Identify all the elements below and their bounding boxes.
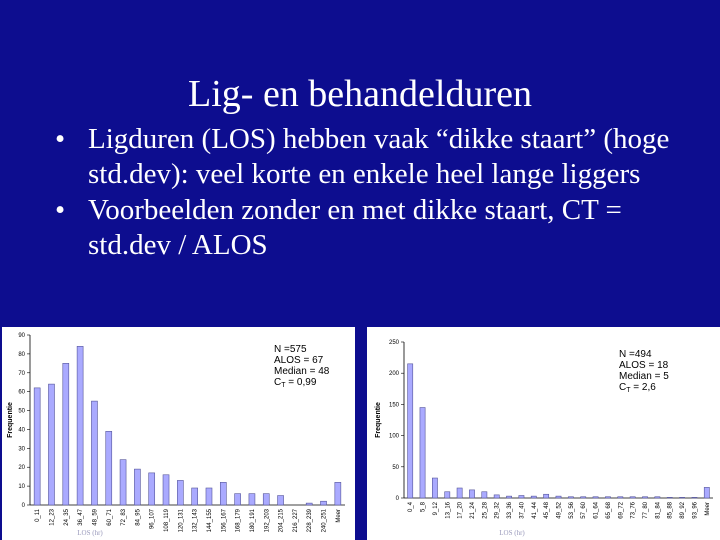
stat-median: Median = 5 bbox=[619, 371, 669, 382]
x-tick-label: 204_215 bbox=[278, 509, 285, 533]
x-tick-label: 168_179 bbox=[235, 509, 242, 533]
x-tick-label: 24_35 bbox=[63, 509, 70, 526]
x-tick-label: 84_95 bbox=[135, 509, 142, 526]
x-tick-label: 41_44 bbox=[531, 502, 538, 519]
x-tick-label: 60_71 bbox=[106, 509, 113, 526]
y-tick-label: 70 bbox=[18, 370, 25, 377]
y-tick-label: 10 bbox=[18, 484, 25, 491]
x-tick-label: 48_59 bbox=[92, 509, 99, 526]
x-tick-label: 192_203 bbox=[264, 509, 271, 533]
histogram-bar bbox=[192, 488, 198, 505]
histogram-bar bbox=[163, 475, 169, 505]
stat-median: Median = 48 bbox=[274, 366, 330, 377]
x-tick-label: 69_72 bbox=[618, 502, 625, 519]
histogram-bar bbox=[506, 496, 511, 498]
histogram-bar bbox=[482, 492, 487, 498]
stat-ct bbox=[274, 377, 329, 391]
y-tick-label: 100 bbox=[388, 433, 399, 440]
histogram-bar bbox=[531, 496, 536, 498]
x-tick-label: 144_155 bbox=[206, 509, 213, 533]
histogram-bar bbox=[445, 492, 450, 498]
histogram-bar bbox=[335, 482, 341, 505]
y-tick-label: 80 bbox=[18, 351, 25, 358]
x-tick-label: 57_60 bbox=[581, 502, 588, 519]
y-tick-label: 30 bbox=[18, 446, 25, 453]
x-tick-label: 132_143 bbox=[192, 509, 199, 533]
histogram-bar bbox=[278, 496, 284, 505]
histogram-bar bbox=[680, 497, 685, 498]
histogram-bar bbox=[34, 388, 40, 505]
histogram-bar bbox=[106, 431, 112, 505]
histogram-bar bbox=[704, 487, 709, 498]
histogram-bar bbox=[469, 490, 474, 498]
stat-ct-subscript: T bbox=[626, 387, 631, 394]
histogram-bar bbox=[206, 488, 212, 505]
stat-alos: ALOS = 67 bbox=[274, 355, 324, 366]
y-tick-label: 0 bbox=[21, 503, 25, 509]
y-tick-label: 90 bbox=[18, 333, 25, 339]
histogram-panel-left bbox=[2, 327, 355, 540]
histogram-bar bbox=[667, 497, 672, 498]
x-tick-label: 49_52 bbox=[556, 502, 563, 519]
stat-ct bbox=[619, 382, 669, 396]
histogram-bar bbox=[63, 363, 69, 505]
histogram-bar bbox=[321, 501, 327, 505]
histogram-bar bbox=[494, 495, 499, 498]
y-tick-label: 0 bbox=[395, 496, 399, 502]
x-axis-title: LOS (hr) bbox=[499, 529, 525, 537]
histogram-bar bbox=[581, 497, 586, 498]
stat-ct-symbol: C bbox=[619, 382, 627, 393]
x-tick-label: 108_119 bbox=[164, 509, 171, 532]
x-tick-label: 0_11 bbox=[35, 509, 42, 522]
histogram-bar bbox=[642, 497, 647, 498]
bullet-item bbox=[55, 193, 695, 263]
histogram-bar bbox=[177, 480, 183, 505]
histogram-bar bbox=[91, 401, 97, 505]
x-tick-label: 53_56 bbox=[568, 502, 575, 519]
x-tick-label: 120_131 bbox=[178, 509, 185, 533]
histogram-bar bbox=[605, 497, 610, 498]
stat-ct-symbol: C bbox=[274, 377, 282, 388]
bullet-marker: • bbox=[55, 123, 66, 155]
histogram-bar bbox=[655, 497, 660, 498]
x-tick-label: 85_88 bbox=[667, 502, 674, 519]
x-tick-label: 25_28 bbox=[482, 502, 489, 519]
x-axis-title: LOS (hr) bbox=[77, 529, 103, 537]
x-tick-label: 29_32 bbox=[494, 502, 501, 519]
y-tick-label: 50 bbox=[18, 408, 25, 415]
x-tick-label: 21_24 bbox=[469, 502, 476, 519]
x-tick-label: 13_16 bbox=[445, 502, 452, 519]
histogram-bar bbox=[77, 346, 83, 505]
x-tick-label: 240_251 bbox=[321, 509, 328, 533]
y-tick-label: 50 bbox=[392, 464, 399, 471]
histogram-bar bbox=[692, 497, 697, 498]
y-tick-label: 40 bbox=[18, 427, 25, 434]
histogram-bar bbox=[593, 497, 598, 498]
histogram-bar bbox=[457, 488, 462, 498]
x-tick-label: 65_68 bbox=[605, 502, 612, 519]
histogram-bar bbox=[220, 482, 226, 505]
x-tick-label: 89_92 bbox=[680, 502, 687, 519]
stat-n: N =575 bbox=[274, 344, 307, 355]
bullet-text: Ligduren (LOS) hebben vaak “dikke staart” (hoge std.dev): veel korte en enkele heel lange liggers bbox=[88, 123, 670, 190]
histogram-bar bbox=[519, 496, 524, 498]
x-tick-label: 77_80 bbox=[643, 502, 650, 519]
x-tick-label: 36_47 bbox=[78, 509, 85, 526]
slide-title: Lig- en behandelduren bbox=[188, 73, 532, 115]
histogram-panel-right bbox=[367, 327, 720, 540]
stat-ct-value: = 2,6 bbox=[630, 382, 656, 393]
histogram-bar bbox=[120, 460, 126, 505]
x-tick-label: 73_76 bbox=[630, 502, 637, 519]
histogram-bar bbox=[249, 494, 255, 505]
stat-ct-value: = 0,99 bbox=[285, 377, 317, 388]
x-tick-label: 81_84 bbox=[655, 502, 662, 519]
x-tick-label: Meer bbox=[704, 502, 711, 516]
histogram-bar bbox=[556, 496, 561, 498]
x-tick-label: 96_107 bbox=[149, 509, 156, 530]
x-tick-label: Meer bbox=[335, 509, 342, 523]
histogram-bar bbox=[618, 497, 623, 498]
y-tick-label: 200 bbox=[388, 371, 399, 378]
x-tick-label: 5_8 bbox=[420, 502, 427, 513]
histogram-bar bbox=[263, 494, 269, 505]
x-tick-label: 156_167 bbox=[221, 509, 228, 533]
stat-n: N =494 bbox=[619, 349, 652, 360]
x-tick-label: 9_12 bbox=[432, 502, 439, 516]
bullet-marker: • bbox=[55, 194, 66, 226]
histogram-bar bbox=[630, 497, 635, 498]
x-tick-label: 33_36 bbox=[507, 502, 514, 519]
histogram-bar bbox=[420, 408, 425, 498]
x-tick-label: 0_4 bbox=[408, 502, 415, 513]
histogram-bar bbox=[432, 478, 437, 498]
x-tick-label: 93_96 bbox=[692, 502, 699, 519]
bullet-text: Voorbeelden zonder en met dikke staart, CT = std.dev / ALOS bbox=[88, 194, 622, 261]
x-tick-label: 37_40 bbox=[519, 502, 526, 519]
stats-box-left bbox=[274, 344, 329, 391]
histogram-bar bbox=[149, 473, 155, 505]
stat-ct-subscript: T bbox=[281, 382, 286, 389]
bullet-list bbox=[55, 122, 695, 264]
y-tick-label: 20 bbox=[18, 465, 25, 472]
x-tick-label: 72_83 bbox=[121, 509, 128, 526]
histogram-bar bbox=[544, 494, 549, 498]
y-tick-label: 150 bbox=[388, 402, 399, 409]
y-tick-label: 60 bbox=[18, 389, 25, 396]
x-tick-label: 180_191 bbox=[249, 509, 256, 533]
y-tick-label: 250 bbox=[388, 340, 399, 346]
stat-alos: ALOS = 18 bbox=[619, 360, 669, 371]
x-tick-label: 61_64 bbox=[593, 502, 600, 519]
bullet-item bbox=[55, 122, 695, 192]
histogram-bar bbox=[134, 469, 140, 505]
histogram-bar bbox=[235, 494, 241, 505]
histogram-bar bbox=[408, 364, 413, 498]
x-tick-label: 228_239 bbox=[307, 509, 314, 533]
histogram-bar bbox=[48, 384, 54, 505]
y-axis-title: Frequentie bbox=[7, 402, 14, 438]
histogram-bar bbox=[306, 503, 312, 505]
histogram-bar bbox=[568, 497, 573, 498]
stats-box-right bbox=[619, 349, 669, 396]
x-tick-label: 216_227 bbox=[292, 509, 299, 533]
x-tick-label: 12_23 bbox=[49, 509, 56, 526]
y-axis-title: Frequentie bbox=[375, 402, 382, 438]
x-tick-label: 45_48 bbox=[544, 502, 551, 519]
x-tick-label: 17_20 bbox=[457, 502, 464, 519]
